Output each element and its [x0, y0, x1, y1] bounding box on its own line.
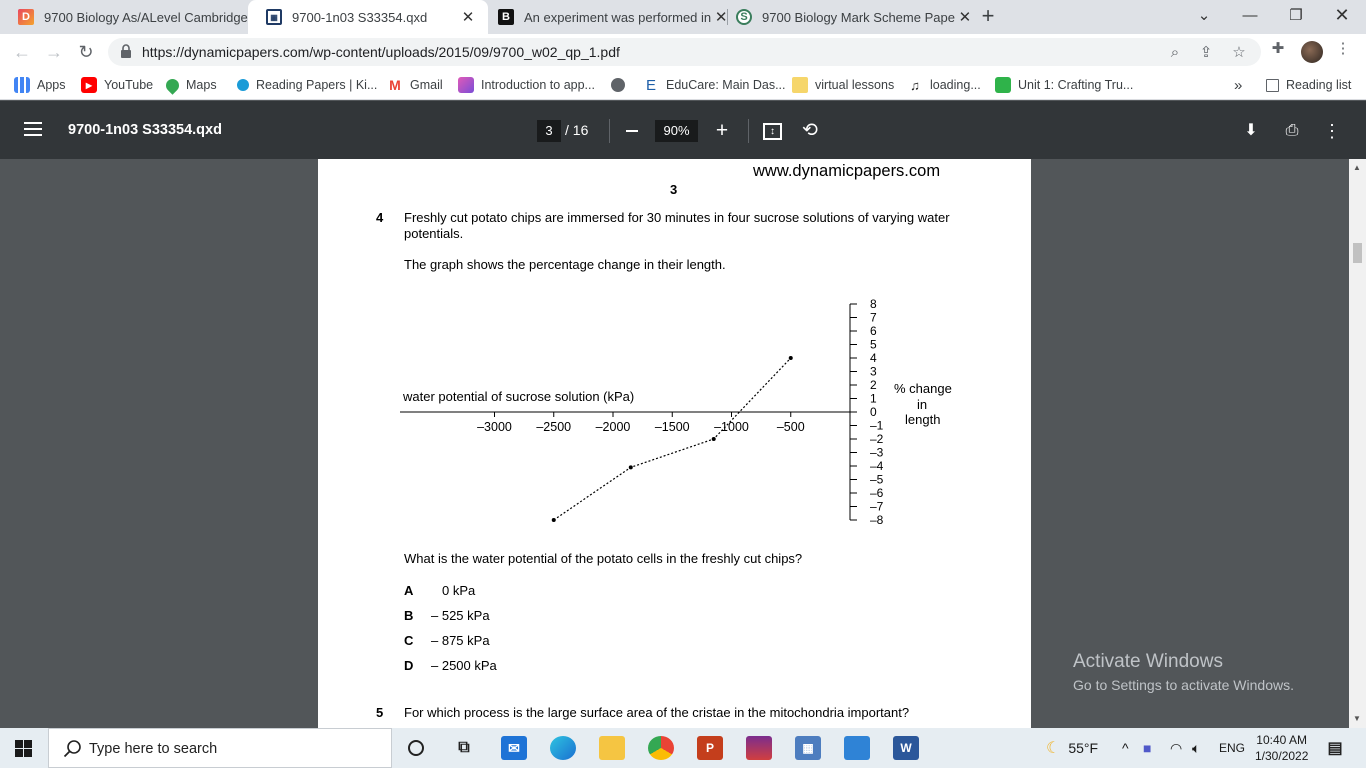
- pdf-page: [318, 159, 1031, 759]
- y-tick-label: 6: [870, 324, 877, 338]
- winrar-icon[interactable]: [746, 736, 772, 760]
- bookmarks-overflow-button[interactable]: »: [1234, 76, 1243, 94]
- chrome-icon[interactable]: [648, 736, 674, 760]
- s-logo-icon: S: [736, 9, 752, 25]
- show-hidden-icons-chevron[interactable]: ^: [1122, 740, 1129, 756]
- download-icon[interactable]: ⬇: [1244, 122, 1258, 139]
- y-tick-label: –6: [870, 486, 884, 500]
- youtube-icon: ▶: [81, 77, 97, 93]
- page-total: / 16: [565, 122, 589, 138]
- scrollbar-thumb[interactable]: [1353, 243, 1362, 263]
- search-icon: [63, 739, 83, 759]
- option-a-text: 0 kPa: [442, 583, 476, 598]
- tab-strip: [0, 0, 1366, 34]
- address-bar[interactable]: [108, 38, 1261, 66]
- print-icon[interactable]: ⎙: [1285, 122, 1299, 139]
- question-4-text-line1: Freshly cut potato chips are immersed for 30 minutes in four sucrose solutions of varying water: [404, 210, 950, 225]
- extensions-puzzle-icon[interactable]: ✚: [1271, 40, 1285, 57]
- tab-title: 9700 Biology As/ALevel Cambridge: [44, 9, 248, 25]
- question-4-text-line2: potentials.: [404, 226, 464, 241]
- option-a-letter: A: [404, 583, 414, 598]
- close-tab-icon[interactable]: ✕: [958, 9, 972, 26]
- x-tick-label: –1500: [654, 420, 690, 434]
- bookmark-label: Gmail: [410, 78, 443, 92]
- mail-icon[interactable]: ✉: [501, 736, 527, 760]
- toolbar-divider: [748, 119, 749, 143]
- y-axis-label-line3: length: [905, 412, 941, 427]
- weather-temp: 55°F: [1068, 740, 1099, 756]
- pdf-toolbar: [0, 101, 1366, 159]
- x-tick-label: –2000: [595, 420, 631, 434]
- y-tick-label: 3: [870, 364, 877, 379]
- bookmark-label: loading...: [930, 78, 981, 92]
- bookmark-reading-papers[interactable]: [237, 76, 377, 94]
- clock-time: 10:40 AM: [1256, 733, 1307, 747]
- rotate-icon[interactable]: ⟲: [802, 120, 818, 141]
- option-c-text: – 875 kPa: [431, 633, 490, 648]
- windows-taskbar: [0, 728, 1366, 768]
- bookmark-star-icon[interactable]: ☆: [1232, 44, 1246, 61]
- zoom-magnifier-icon[interactable]: ⌕: [1170, 44, 1180, 61]
- reading-list-button[interactable]: [1266, 76, 1351, 94]
- bookmark-label: Maps: [186, 78, 217, 92]
- close-tab-icon[interactable]: ✕: [714, 9, 728, 26]
- x-tick-label: –2500: [536, 420, 572, 434]
- cortana-circle-icon[interactable]: [403, 736, 429, 760]
- search-placeholder: Type here to search: [89, 741, 218, 757]
- taskbar-search-box[interactable]: [48, 728, 392, 768]
- tab-title: An experiment was performed in: [524, 9, 712, 25]
- bookmark-introduction[interactable]: [458, 76, 595, 94]
- bookmark-globe[interactable]: [611, 76, 632, 94]
- page-number: 3: [670, 182, 678, 197]
- y-tick-label: 1: [870, 391, 877, 406]
- graph-intro: The graph shows the percentage change in their length.: [404, 257, 726, 272]
- scroll-up-icon[interactable]: ▲: [1353, 163, 1361, 172]
- question-4-prompt: What is the water potential of the potato cells in the freshly cut chips?: [404, 551, 803, 566]
- pdf-grid-icon: ▦: [266, 9, 282, 25]
- activate-windows-watermark: [1073, 651, 1294, 693]
- powerpoint-icon[interactable]: P: [697, 736, 723, 760]
- word-icon[interactable]: W: [893, 736, 919, 760]
- question-4-number: 4: [376, 210, 384, 225]
- y-tick-label: –2: [870, 432, 884, 446]
- y-tick-label: 4: [870, 351, 877, 365]
- tab-mark-scheme[interactable]: [718, 0, 972, 34]
- reading-list-label: Reading list: [1286, 78, 1352, 92]
- lock-icon: [120, 44, 132, 58]
- scroll-down-icon[interactable]: ▼: [1353, 714, 1361, 723]
- x-axis-label: water potential of sucrose solution (kPa): [403, 389, 635, 404]
- maps-pin-icon: [163, 76, 181, 94]
- bookmark-educare[interactable]: [643, 76, 786, 94]
- tab-biology-papers[interactable]: [0, 0, 246, 34]
- bookmark-label: Introduction to app...: [481, 78, 595, 92]
- intro-icon: [458, 77, 474, 93]
- x-tick-label: –3000: [477, 420, 512, 434]
- clock-date: 1/30/2022: [1255, 749, 1309, 763]
- pdf-title: 9700-1n03 S33354.qxd: [68, 122, 222, 138]
- file-explorer-icon[interactable]: [599, 736, 625, 760]
- data-series-line: [554, 358, 791, 520]
- question-5-text: For which process is the large surface area of the cristae in the mitochondria important?: [404, 705, 910, 720]
- profile-avatar[interactable]: [1301, 41, 1323, 63]
- windows-start-icon[interactable]: [15, 740, 32, 757]
- restore-button[interactable]: ❐: [1289, 7, 1303, 24]
- option-d-letter: D: [404, 658, 414, 673]
- brainly-b-icon: B: [498, 9, 514, 25]
- wifi-icon[interactable]: ◠: [1170, 739, 1183, 756]
- more-options-icon[interactable]: ⋮: [1323, 121, 1341, 141]
- bookmark-unit1[interactable]: [995, 76, 1133, 94]
- option-b-text: – 525 kPa: [431, 608, 490, 623]
- option-c-letter: C: [404, 633, 414, 648]
- bookmark-virtual-lessons[interactable]: [792, 76, 894, 94]
- hamburger-menu-icon[interactable]: [24, 122, 42, 136]
- bookmark-label: YouTube: [104, 78, 154, 92]
- new-tab-button[interactable]: +: [981, 3, 995, 28]
- bookmark-gmail[interactable]: [387, 76, 443, 94]
- page-number-input[interactable]: 3: [537, 120, 561, 142]
- tab-pdf-active[interactable]: [248, 0, 488, 34]
- globe-icon: [611, 78, 625, 92]
- pdf-viewer[interactable]: [0, 159, 1366, 728]
- zoom-level-input[interactable]: 90%: [655, 120, 698, 142]
- y-tick-label: 2: [870, 378, 877, 392]
- apps-grid-icon: [14, 77, 30, 93]
- y-tick-label: –7: [870, 499, 884, 514]
- bookmark-loading[interactable]: [907, 76, 981, 94]
- y-tick-label: –4: [870, 459, 884, 473]
- data-point: [552, 518, 556, 522]
- fit-to-page-icon[interactable]: ↕: [763, 123, 782, 140]
- bookmarks-bar: [0, 70, 1366, 100]
- zoom-in-icon[interactable]: +: [715, 119, 729, 142]
- calculator-icon[interactable]: ▦: [795, 736, 821, 760]
- y-tick-label: –1: [870, 418, 884, 433]
- option-d-text: – 2500 kPa: [431, 658, 497, 673]
- y-tick-label: 8: [870, 297, 877, 311]
- y-tick-label: –8: [870, 513, 884, 527]
- y-tick-label: 5: [870, 337, 877, 352]
- teams-tray-icon[interactable]: ■: [1143, 740, 1152, 756]
- reading-icon: [237, 79, 249, 91]
- bookmark-label: Unit 1: Crafting Tru...: [1018, 78, 1134, 92]
- url-text: https://dynamicpapers.com/wp-content/uploads/2015/09/9700_w02_qp_1.pdf: [142, 44, 620, 60]
- bookmark-label: Reading Papers | Ki...: [256, 78, 378, 92]
- x-tick-label: –500: [776, 420, 805, 434]
- reload-icon[interactable]: ↻: [78, 42, 94, 62]
- y-tick-label: –5: [870, 472, 884, 487]
- data-point: [629, 465, 633, 469]
- tab-title: 9700 Biology Mark Scheme Pape: [762, 9, 955, 25]
- photos-icon[interactable]: [844, 736, 870, 760]
- share-icon[interactable]: ⇪: [1199, 44, 1213, 61]
- folder-icon: [792, 77, 808, 93]
- watermark-line2: Go to Settings to activate Windows.: [1073, 677, 1294, 693]
- chrome-menu-icon[interactable]: ⋮: [1335, 40, 1351, 57]
- tab-experiment[interactable]: [480, 0, 726, 34]
- question-5-number: 5: [376, 705, 384, 720]
- option-b-letter: B: [404, 608, 414, 623]
- toolbar-divider: [609, 119, 610, 143]
- weather-widget[interactable]: [1046, 728, 1098, 768]
- unit-icon: [995, 77, 1011, 93]
- forward-arrow-icon[interactable]: →: [45, 42, 63, 62]
- bookmark-label: EduCare: Main Das...: [666, 78, 786, 92]
- site-url-header: www.dynamicpapers.com: [753, 162, 941, 180]
- notifications-icon[interactable]: ▤: [1327, 740, 1343, 757]
- tab-title: 9700-1n03 S33354.qxd: [292, 9, 428, 25]
- vertical-scrollbar[interactable]: [1349, 159, 1366, 728]
- edge-browser-icon[interactable]: [550, 736, 576, 760]
- bookmark-label: virtual lessons: [815, 78, 895, 92]
- task-view-icon[interactable]: ⧉: [458, 739, 470, 756]
- data-point: [789, 356, 793, 360]
- browser-toolbar: [0, 34, 1366, 70]
- reading-list-icon: [1266, 79, 1279, 92]
- bookmark-label: Apps: [37, 78, 66, 92]
- y-tick-label: –3: [870, 445, 884, 460]
- close-window-button[interactable]: ✕: [1334, 4, 1350, 25]
- language-indicator[interactable]: ENG: [1219, 741, 1246, 755]
- educare-e-icon: E: [645, 76, 656, 94]
- moon-weather-icon: ☾: [1046, 740, 1061, 757]
- back-arrow-icon[interactable]: ←: [13, 42, 31, 62]
- playstation-icon: ♫: [910, 77, 920, 93]
- tab-search-chevron-icon[interactable]: ⌄: [1197, 7, 1211, 24]
- bookmark-youtube[interactable]: [81, 76, 153, 94]
- close-tab-icon[interactable]: ✕: [461, 9, 475, 26]
- y-axis-label-line1: % change: [894, 381, 952, 396]
- dynamicpapers-d-icon: D: [18, 9, 34, 25]
- x-tick-label: –1000: [714, 420, 749, 434]
- zoom-out-icon[interactable]: [626, 130, 638, 132]
- volume-icon[interactable]: 🔈︎: [1192, 739, 1201, 756]
- y-tick-label: 7: [870, 310, 877, 325]
- bookmark-apps[interactable]: [14, 76, 66, 94]
- y-axis-label-line2: in: [917, 397, 928, 412]
- y-tick-label: 0: [870, 405, 877, 419]
- watermark-line1: Activate Windows: [1073, 651, 1223, 672]
- clock[interactable]: [1255, 732, 1307, 764]
- data-point: [712, 437, 716, 441]
- gmail-icon: M: [389, 77, 401, 93]
- minimize-button[interactable]: —: [1242, 6, 1258, 24]
- bookmark-maps[interactable]: [166, 76, 217, 94]
